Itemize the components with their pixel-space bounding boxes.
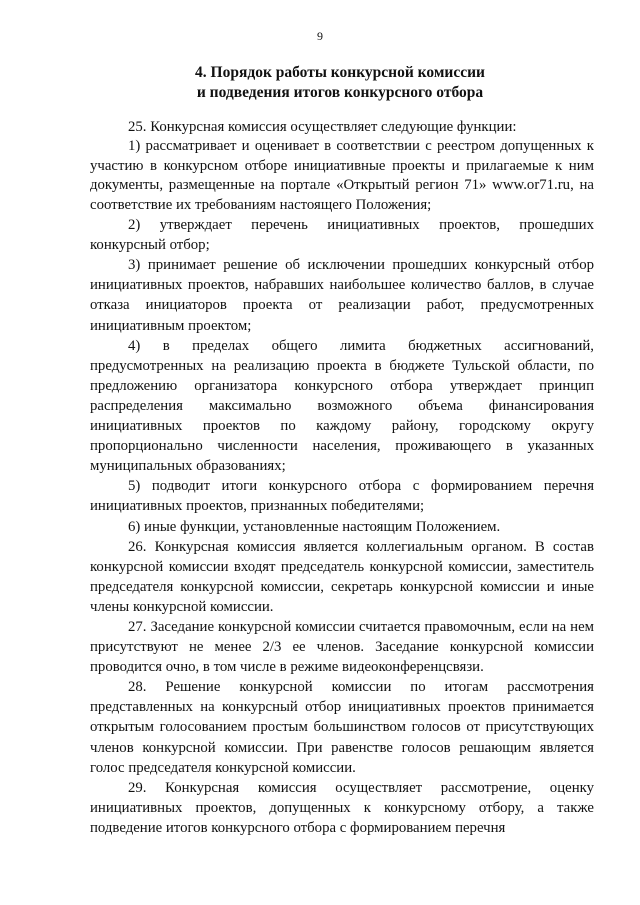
paragraph-25-intro: 25. Конкурсная комиссия осуществляет следующие функции: bbox=[128, 119, 517, 135]
paragraph-item-5: 5) подводит итоги конкурсного отбора с формированием перечня инициативных проектов, признанных победителями; bbox=[90, 478, 594, 515]
paragraph-26: 26. Конкурсная комиссия является коллегиальным органом. В состав конкурсной комиссии входят председатель конкурсной комиссии, заместитель председателя конкурсной комиссии, секретарь конкурсной комиссии и иные члены конкурсной комиссии. bbox=[90, 538, 594, 615]
section-heading bbox=[90, 63, 590, 103]
section-heading-line-1: 4. Порядок работы конкурсной комиссии bbox=[195, 64, 485, 81]
paragraph-item-3: 3) принимает решение об исключении прошедших конкурсный отбор инициативных проектов, набравших наибольшее количество баллов, в случае отказа инициаторов проекта от реализации работ, предусмотренных инициативным проектом; bbox=[90, 257, 594, 334]
paragraph-item-4: 4) в пределах общего лимита бюджетных ассигнований, предусмотренных на реализацию проекта в бюджете Тульской области, по предложению организатора конкурсного отбора утверждает принцип распределения максимально возможного объема финансирования инициативных проектов по каждому району, городскому округу пропорционально численности населения, проживающего в указанных муниципальных образованиях; bbox=[90, 337, 594, 475]
page-number: 9 bbox=[317, 29, 323, 43]
paragraph-item-1: 1) рассматривает и оценивает в соответствии с реестром допущенных к участию в конкурсном отборе инициативные проекты и прилагаемые к ним документы, размещенные на портале «Открытый регион 71» www.or71.ru, на соответствие их требованиям настоящего Положения; bbox=[90, 138, 594, 213]
body-text bbox=[90, 117, 594, 838]
paragraph-27: 27. Заседание конкурсной комиссии считается правомочным, если на нем присутствуют не менее 2/3 ее членов. Заседание конкурсной комиссии проводится очно, в том числе в режиме видеоконференцсвязи. bbox=[90, 618, 594, 676]
paragraph-item-2: 2) утверждает перечень инициативных проектов, прошедших конкурсный отбор; bbox=[90, 217, 594, 254]
paragraph-29: 29. Конкурсная комиссия осуществляет рассмотрение, оценку инициативных проектов, допущенных к конкурсному отбору, а также подведение итогов конкурсного отбора с формированием перечня bbox=[90, 779, 594, 836]
paragraph-28: 28. Решение конкурсной комиссии по итогам рассмотрения представленных на конкурсный отбор инициативных проектов принимается открытым голосованием простым большинством голосов от присутствующих членов конкурсной комиссии. При равенстве голосов решающим является голос председателя конкурсной комиссии. bbox=[90, 679, 594, 776]
section-heading-line-2: и подведения итогов конкурсного отбора bbox=[196, 84, 484, 101]
paragraph-item-6: 6) иные функции, установленные настоящим Положением. bbox=[128, 518, 501, 535]
